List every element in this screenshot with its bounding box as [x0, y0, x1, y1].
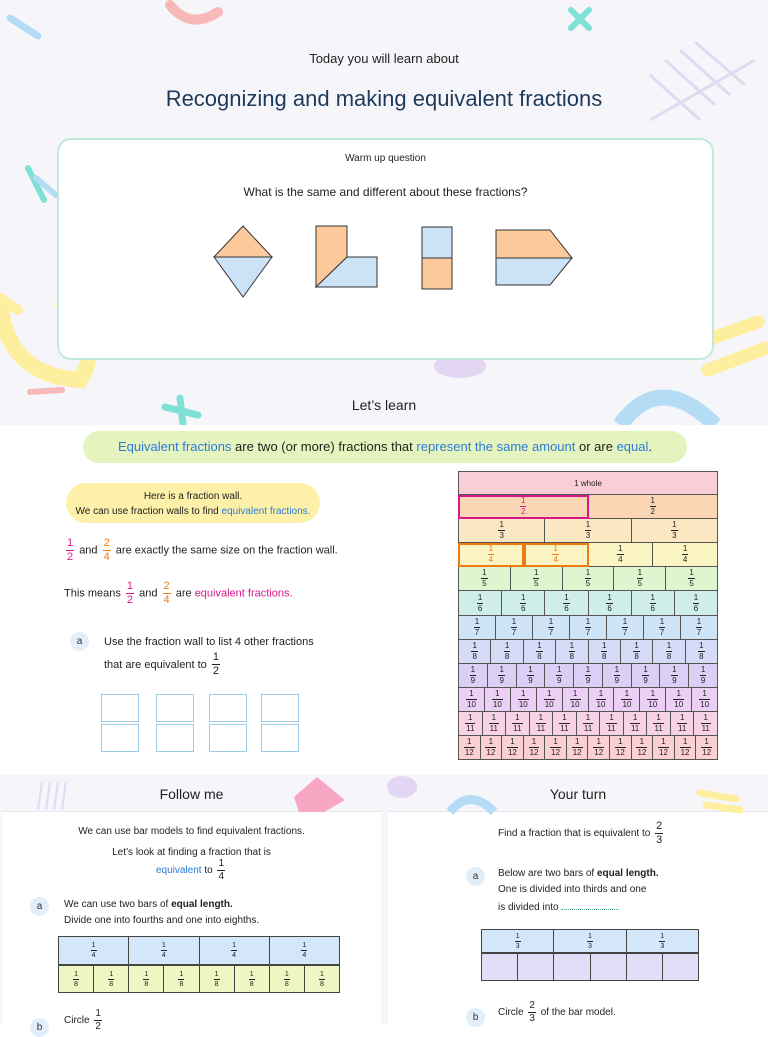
wall-row-4 [458, 543, 718, 567]
wall-cell: $\frac{1}{10}$ [485, 688, 511, 712]
wall-cell: $\frac{1}{9}$ [545, 664, 574, 688]
wall-cell: $\frac{1}{10}$ [563, 688, 589, 712]
wall-cell: $\frac{1}{3}$ [545, 519, 631, 543]
wall-cell: $\frac{1}{7}$ [458, 616, 496, 640]
bubble-link: equivalent fractions. [221, 506, 311, 517]
bar-cell: $\frac{1}{4}$ [270, 936, 340, 965]
bar-cell: $\frac{1}{3}$ [481, 929, 554, 953]
wall-cell: $\frac{1}{7}$ [681, 616, 718, 640]
wall-cell: $\frac{1}{12}$ [567, 736, 589, 760]
fraction-wall [458, 471, 718, 760]
bar-cell: $\frac{1}{8}$ [164, 965, 199, 993]
wall-cell: $\frac{1}{10}$ [589, 688, 615, 712]
wall-row-8 [458, 640, 718, 664]
wall-cell: $\frac{1}{12}$ [632, 736, 654, 760]
follow-me-a-line2: Divide one into fourths and one into eighths. [64, 915, 260, 926]
wall-cell: $\frac{1}{12}$ [653, 736, 675, 760]
follow-me-heading: Follow me [159, 786, 224, 802]
wall-cell: $\frac{1}{10}$ [666, 688, 692, 712]
wall-cell: $\frac{1}{9}$ [574, 664, 603, 688]
wall-cell: $\frac{1}{5}$ [614, 567, 666, 591]
blank-line[interactable] [561, 909, 619, 910]
wall-cell: $\frac{1}{12}$ [610, 736, 632, 760]
wall-cell: $\frac{1}{4}$ [458, 543, 524, 567]
bar-cell: $\frac{1}{8}$ [200, 965, 235, 993]
wall-cell: $\frac{1}{10}$ [511, 688, 537, 712]
question-letter-a: a [70, 632, 89, 651]
wall-cell: $\frac{1}{4}$ [589, 543, 654, 567]
bar-thirds [481, 929, 699, 953]
intro-section [0, 0, 768, 425]
wall-cell: $\frac{1}{9}$ [632, 664, 661, 688]
wall-row-11 [458, 712, 718, 736]
wall-whole-row [458, 471, 718, 495]
follow-me-line1: We can use bar models to find equivalent fractions. [78, 826, 305, 837]
wall-cell: $\frac{1}{11}$ [600, 712, 624, 736]
wall-cell: $\frac{1}{9}$ [458, 664, 488, 688]
wall-cell: $\frac{1}{8}$ [589, 640, 621, 664]
bar-eighths [58, 965, 340, 993]
wall-cell: $\frac{1}{11}$ [530, 712, 554, 736]
warmup-question: What is the same and different about these fractions? [243, 185, 528, 199]
wall-cell: $\frac{1}{11}$ [506, 712, 530, 736]
wall-cell: $\frac{1}{4}$ [524, 543, 589, 567]
fraction-two-fourths: $\frac{2}{4}$ [103, 537, 110, 563]
bar-to-divide[interactable] [481, 953, 699, 981]
fraction-one-half: $\frac{1}{2}$ [67, 537, 74, 563]
wall-cell: $\frac{1}{9}$ [603, 664, 632, 688]
wall-cell: $\frac{1}{10}$ [692, 688, 718, 712]
wall-cell: $\frac{1}{8}$ [491, 640, 523, 664]
wall-cell: $\frac{1}{8}$ [524, 640, 556, 664]
wall-row-6 [458, 591, 718, 615]
wall-cell: $\frac{1}{8}$ [556, 640, 588, 664]
wall-cell: $\frac{1}{12}$ [675, 736, 697, 760]
wall-cell: $\frac{1}{5}$ [563, 567, 615, 591]
wall-cell: $\frac{1}{7}$ [607, 616, 644, 640]
bar-fourths [58, 936, 340, 965]
wall-cell: $\frac{1}{12}$ [588, 736, 610, 760]
wall-cell: $\frac{1}{12}$ [481, 736, 503, 760]
warmup-label: Warm up question [345, 153, 426, 164]
bar-cell: $\frac{1}{8}$ [94, 965, 129, 993]
your-turn-a-line1: Below are two bars of equal length. [498, 868, 659, 879]
definition-text: are two (or more) fractions that [231, 439, 417, 454]
wall-cell: $\frac{1}{2}$ [589, 495, 719, 519]
wall-cell: $\frac{1}{8}$ [653, 640, 685, 664]
wall-cell: $\frac{1}{11}$ [624, 712, 648, 736]
answer-box-1[interactable] [101, 694, 139, 752]
bubble-line1: Here is a fraction wall. [143, 491, 243, 502]
wall-cell: $\frac{1}{8}$ [686, 640, 718, 664]
your-turn-a-line3: is divided into [498, 902, 619, 913]
follow-me-line2: Let’s look at finding a fraction that is [112, 847, 271, 858]
bar-cell: $\frac{1}{3}$ [627, 929, 699, 953]
bar-cell: $\frac{1}{8}$ [58, 965, 94, 993]
question-line2: that are equivalent to $\frac{1}{2}$ [104, 651, 219, 677]
wall-cell: $\frac{1}{6}$ [632, 591, 675, 615]
wall-cell: $\frac{1}{10}$ [458, 688, 485, 712]
wall-cell: $\frac{1}{11}$ [483, 712, 507, 736]
bar-cell: $\frac{1}{8}$ [305, 965, 340, 993]
your-turn-prompt: Find a fraction that is equivalent to $\frac{2}{3}$ [498, 820, 663, 846]
wall-row-12 [458, 736, 718, 760]
wall-cell: $\frac{1}{4}$ [653, 543, 718, 567]
your-turn-a-line2: One is divided into thirds and one [498, 884, 647, 895]
wall-cell: $\frac{1}{9}$ [517, 664, 546, 688]
wall-cell: $\frac{1}{9}$ [660, 664, 689, 688]
wall-cell: $\frac{1}{12}$ [458, 736, 481, 760]
wall-cell: $\frac{1}{5}$ [666, 567, 718, 591]
your-turn-panel [388, 775, 768, 1024]
wall-row-10 [458, 688, 718, 712]
answer-box-2[interactable] [156, 694, 194, 752]
wall-cell: $\frac{1}{11}$ [458, 712, 483, 736]
wall-row-3 [458, 519, 718, 543]
warmup-shapes [59, 140, 712, 358]
wall-row-5 [458, 567, 718, 591]
follow-me-b-line: Circle $\frac{1}{2}$ [64, 1008, 101, 1032]
definition-highlight: represent the same amount [416, 439, 576, 454]
wall-row-2 [458, 495, 718, 519]
follow-me-letter-b: b [30, 1018, 49, 1037]
wall-row-9 [458, 664, 718, 688]
definition-banner [83, 431, 687, 463]
wall-cell: $\frac{1}{2}$ [458, 495, 589, 519]
follow-me-panel [2, 775, 381, 1033]
wall-cell: $\frac{1}{9}$ [689, 664, 718, 688]
wall-cell: $\frac{1}{11}$ [577, 712, 601, 736]
answer-box-4[interactable] [261, 694, 299, 752]
wall-cell: $\frac{1}{6}$ [545, 591, 588, 615]
wall-cell: $\frac{1}{11}$ [553, 712, 577, 736]
wall-cell: $\frac{1}{3}$ [632, 519, 718, 543]
wall-cell: $\frac{1}{5}$ [511, 567, 563, 591]
wall-cell: $\frac{1}{10}$ [614, 688, 640, 712]
question-line1: Use the fraction wall to list 4 other fractions [104, 636, 314, 648]
wall-cell: $\frac{1}{11}$ [694, 712, 718, 736]
wall-cell: $\frac{1}{12}$ [696, 736, 718, 760]
fraction-one-half: $\frac{1}{2}$ [212, 651, 219, 677]
wall-cell: $\frac{1}{6}$ [589, 591, 632, 615]
wall-cell: $\frac{1}{11}$ [647, 712, 671, 736]
fraction-two-fourths: $\frac{2}{4}$ [163, 580, 170, 606]
bar-cell: $\frac{1}{8}$ [235, 965, 270, 993]
lesson-title: Recognizing and making equivalent fractions [165, 86, 603, 111]
wall-cell: $\frac{1}{12}$ [545, 736, 567, 760]
wall-cell: $\frac{1}{7}$ [570, 616, 607, 640]
answer-box-3[interactable] [209, 694, 247, 752]
your-turn-letter-a: a [466, 867, 485, 886]
definition-end: . [648, 439, 652, 454]
wall-cell: $\frac{1}{12}$ [502, 736, 524, 760]
your-turn-letter-b: b [466, 1008, 485, 1027]
bar-cell: $\frac{1}{4}$ [58, 936, 129, 965]
lets-learn-heading: Let’s learn [351, 397, 417, 413]
wall-cell: $\frac{1}{9}$ [488, 664, 517, 688]
wall-cell: $\frac{1}{7}$ [644, 616, 681, 640]
equivalent-line: This means $\frac{1}{2}$ and $\frac{2}{4}$ are equivalent fractions. [64, 580, 293, 606]
fraction-wall-bubble [66, 483, 320, 523]
fraction-one-half: $\frac{1}{2}$ [126, 580, 134, 606]
wall-cell: $\frac{1}{11}$ [671, 712, 695, 736]
wall-cell: $\frac{1}{10}$ [537, 688, 563, 712]
bar-cell: $\frac{1}{8}$ [270, 965, 305, 993]
bar-cell: $\frac{1}{3}$ [554, 929, 626, 953]
bar-cell: $\frac{1}{4}$ [129, 936, 199, 965]
follow-me-line3: equivalent to $\frac{1}{4}$ [155, 858, 225, 882]
wall-cell: $\frac{1}{6}$ [675, 591, 718, 615]
equal-size-line: $\frac{1}{2}$ and $\frac{2}{4}$ are exactly the same size on the fraction wall. [67, 537, 338, 563]
definition-equal: equal [616, 439, 649, 454]
definition-or: or are [575, 439, 617, 454]
warmup-card [57, 138, 714, 360]
follow-me-a-line1: We can use two bars of equal length. [64, 899, 233, 910]
wall-cell: $\frac{1}{7}$ [496, 616, 533, 640]
wall-cell: $\frac{1}{8}$ [621, 640, 653, 664]
wall-cell: $\frac{1}{12}$ [524, 736, 546, 760]
your-turn-heading: Your turn [549, 786, 607, 802]
bar-cell: $\frac{1}{4}$ [200, 936, 270, 965]
wall-cell: $\frac{1}{6}$ [458, 591, 502, 615]
definition-term: Equivalent fractions [117, 439, 232, 454]
follow-me-letter-a: a [30, 897, 49, 916]
bubble-line2: We can use fraction walls to find equivalent fractions. [75, 506, 311, 517]
wall-whole-label: 1 whole [458, 471, 718, 495]
wall-cell: $\frac{1}{8}$ [458, 640, 491, 664]
wall-cell: $\frac{1}{5}$ [458, 567, 511, 591]
bar-cell: $\frac{1}{8}$ [129, 965, 164, 993]
wall-cell: $\frac{1}{6}$ [502, 591, 545, 615]
wall-row-7 [458, 616, 718, 640]
wall-cell: $\frac{1}{10}$ [640, 688, 666, 712]
wall-cell: $\frac{1}{7}$ [533, 616, 570, 640]
wall-cell: $\frac{1}{3}$ [458, 519, 545, 543]
lesson-kicker: Today you will learn about [309, 51, 459, 66]
your-turn-b-line: Circle $\frac{2}{3}$ of the bar model. [498, 1000, 616, 1024]
